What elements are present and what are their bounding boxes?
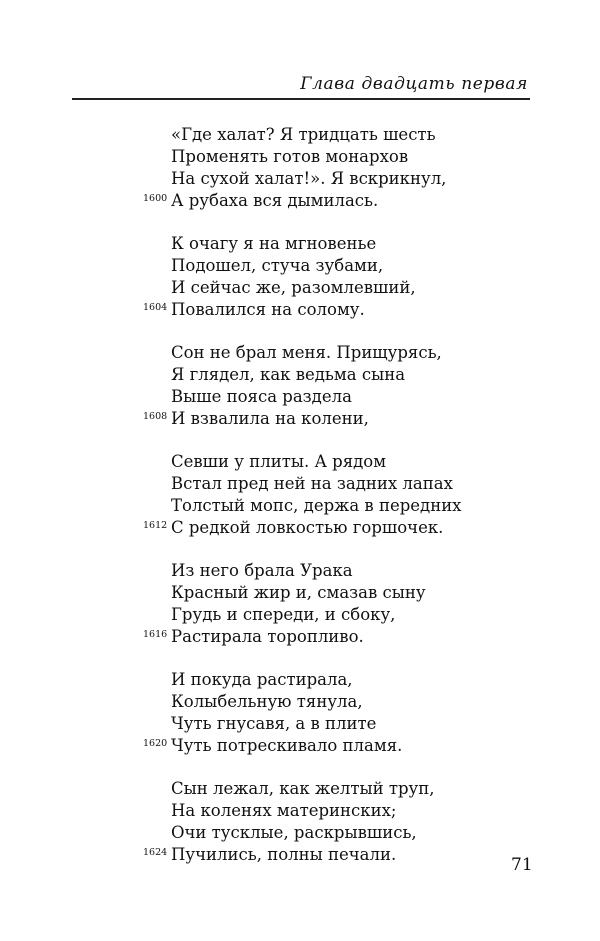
verse-line: Очи тусклые, раскрывшись, bbox=[171, 823, 417, 842]
verse-line-numbered bbox=[0, 735, 600, 757]
verse-line-numbered bbox=[0, 190, 600, 212]
verse-line: Я глядел, как ведьма сына bbox=[171, 365, 406, 384]
verse-line: К очагу я на мгновенье bbox=[171, 234, 377, 253]
verse-line: Из него брала Урака bbox=[171, 561, 353, 580]
verse-line: И покуда растирала, bbox=[171, 670, 353, 689]
header-rule bbox=[72, 98, 530, 100]
verse-line-text: Повалился на солому. bbox=[171, 300, 365, 319]
verse-line-numbered bbox=[0, 517, 600, 539]
stanza bbox=[0, 669, 600, 757]
poem-text bbox=[0, 124, 600, 887]
verse-line: Встал пред ней на задних лапах bbox=[171, 474, 453, 493]
stanza bbox=[0, 342, 600, 430]
page-number: 71 bbox=[511, 855, 533, 875]
verse-line: Выше пояса раздела bbox=[171, 387, 352, 406]
verse-line: Толстый мопс, держа в передних bbox=[171, 496, 462, 515]
stanza bbox=[0, 233, 600, 321]
line-number: 1612 bbox=[143, 520, 168, 531]
stanza bbox=[0, 451, 600, 539]
verse-line: Подошел, стуча зубами, bbox=[171, 256, 384, 275]
verse-line-numbered bbox=[0, 626, 600, 648]
verse-line-text: И взвалила на колени, bbox=[171, 409, 369, 428]
verse-line: На сухой халат!». Я вскрикнул, bbox=[171, 169, 447, 188]
verse-line: Колыбельную тянула, bbox=[171, 692, 363, 711]
stanza bbox=[0, 124, 600, 212]
verse-line: Сон не брал меня. Прищурясь, bbox=[171, 343, 442, 362]
verse-line-numbered bbox=[0, 844, 600, 866]
stanza bbox=[0, 560, 600, 648]
verse-line: «Где халат? Я тридцать шесть bbox=[171, 125, 436, 144]
line-number: 1604 bbox=[143, 302, 168, 313]
verse-line-text: Растирала торопливо. bbox=[171, 627, 364, 646]
verse-line: На коленях материнских; bbox=[171, 801, 397, 820]
stanza bbox=[0, 778, 600, 866]
verse-line: Сын лежал, как желтый труп, bbox=[171, 779, 435, 798]
verse-line-numbered bbox=[0, 408, 600, 430]
verse-line: Красный жир и, смазав сыну bbox=[171, 583, 426, 602]
line-number: 1620 bbox=[143, 738, 168, 749]
line-number: 1624 bbox=[143, 847, 168, 858]
verse-line: И сейчас же, разомлевший, bbox=[171, 278, 416, 297]
verse-line-text: Чуть потрескивало пламя. bbox=[171, 736, 403, 755]
line-number: 1600 bbox=[143, 193, 168, 204]
verse-line: Променять готов монархов bbox=[171, 147, 409, 166]
verse-line-text: Пучились, полны печали. bbox=[171, 845, 397, 864]
line-number: 1616 bbox=[143, 629, 168, 640]
verse-line: Грудь и спереди, и сбоку, bbox=[171, 605, 396, 624]
line-number: 1608 bbox=[143, 411, 168, 422]
verse-line-text: А рубаха вся дымилась. bbox=[171, 191, 379, 210]
verse-line: Севши у плиты. А рядом bbox=[171, 452, 387, 471]
chapter-heading: Глава двадцать первая bbox=[300, 74, 528, 94]
verse-line: Чуть гнусавя, а в плите bbox=[171, 714, 377, 733]
verse-line-numbered bbox=[0, 299, 600, 321]
verse-line-text: С редкой ловкостью горшочек. bbox=[171, 518, 444, 537]
